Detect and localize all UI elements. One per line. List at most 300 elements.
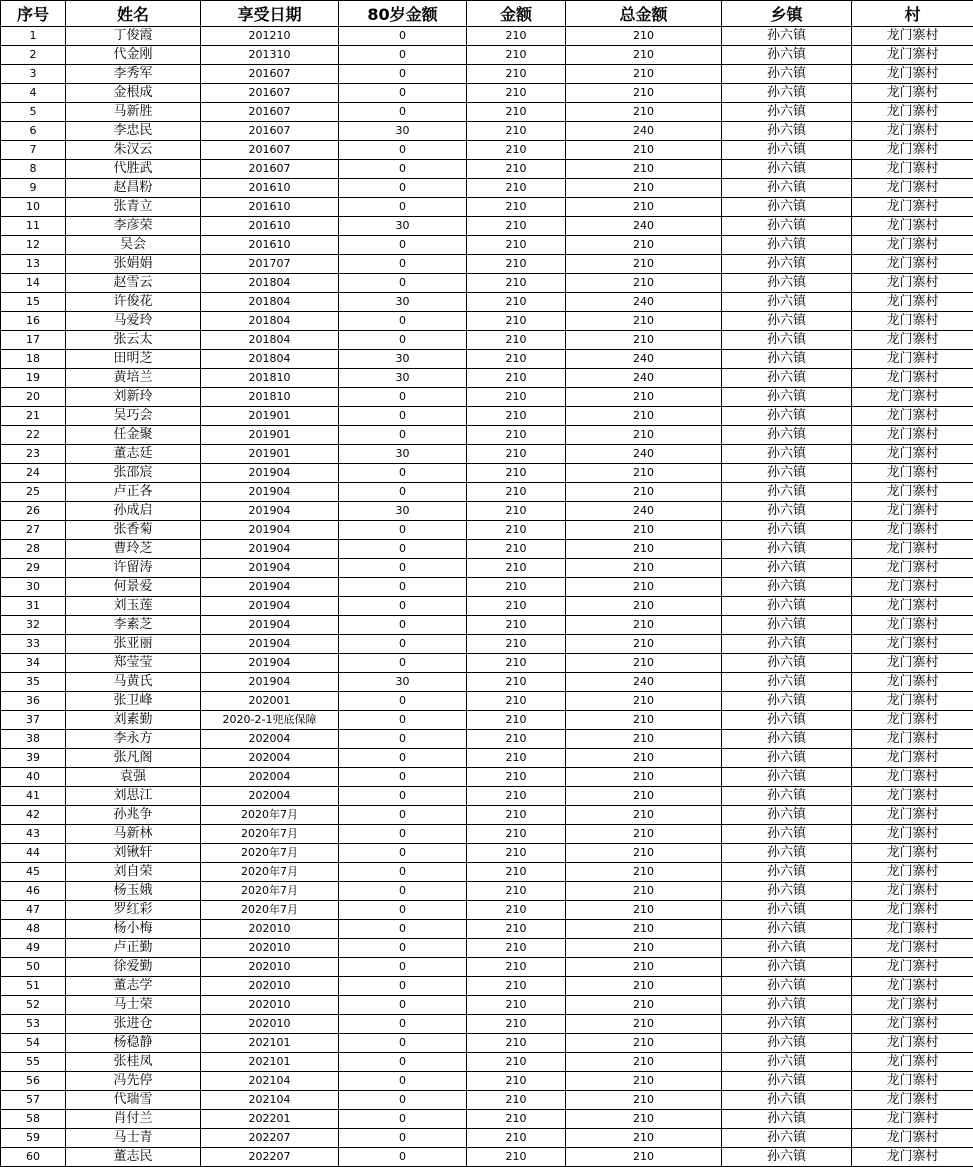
cell-index: 50 xyxy=(1,958,66,977)
cell-amount: 210 xyxy=(467,1110,566,1129)
cell-start-date: 201804 xyxy=(201,293,339,312)
cell-start-date: 201804 xyxy=(201,331,339,350)
cell-age80-amount: 0 xyxy=(339,331,467,350)
cell-village: 龙门寨村 xyxy=(852,920,973,939)
cell-total-amount: 210 xyxy=(566,654,722,673)
cell-town: 孙六镇 xyxy=(722,312,852,331)
cell-total-amount: 210 xyxy=(566,27,722,46)
cell-village: 龙门寨村 xyxy=(852,711,973,730)
cell-start-date: 201707 xyxy=(201,255,339,274)
cell-start-date: 201610 xyxy=(201,198,339,217)
cell-start-date: 201610 xyxy=(201,236,339,255)
cell-start-date: 202101 xyxy=(201,1053,339,1072)
cell-amount: 210 xyxy=(467,958,566,977)
cell-name: 张凡阁 xyxy=(66,749,201,768)
cell-village: 龙门寨村 xyxy=(852,293,973,312)
cell-amount: 210 xyxy=(467,1015,566,1034)
cell-start-date: 202010 xyxy=(201,1015,339,1034)
cell-amount: 210 xyxy=(467,369,566,388)
table-row xyxy=(1,787,973,806)
table-row xyxy=(1,426,973,445)
cell-amount: 210 xyxy=(467,388,566,407)
table-row xyxy=(1,388,973,407)
cell-name: 刘新玲 xyxy=(66,388,201,407)
cell-total-amount: 210 xyxy=(566,958,722,977)
cell-amount: 210 xyxy=(467,426,566,445)
cell-total-amount: 210 xyxy=(566,312,722,331)
cell-index: 30 xyxy=(1,578,66,597)
cell-name: 代胜武 xyxy=(66,160,201,179)
table-row xyxy=(1,407,973,426)
table-row xyxy=(1,863,973,882)
cell-index: 33 xyxy=(1,635,66,654)
cell-age80-amount: 0 xyxy=(339,559,467,578)
cell-start-date: 201901 xyxy=(201,426,339,445)
header-age80-amount: 80岁金额 xyxy=(339,1,467,27)
table-row xyxy=(1,692,973,711)
cell-age80-amount: 0 xyxy=(339,749,467,768)
cell-amount: 210 xyxy=(467,293,566,312)
cell-amount: 210 xyxy=(467,692,566,711)
cell-town: 孙六镇 xyxy=(722,369,852,388)
cell-village: 龙门寨村 xyxy=(852,198,973,217)
cell-age80-amount: 0 xyxy=(339,939,467,958)
cell-index: 27 xyxy=(1,521,66,540)
cell-start-date: 201310 xyxy=(201,46,339,65)
table-row xyxy=(1,749,973,768)
table-row xyxy=(1,939,973,958)
cell-name: 张邵宸 xyxy=(66,464,201,483)
cell-start-date: 201607 xyxy=(201,160,339,179)
cell-start-date: 201904 xyxy=(201,521,339,540)
table-row xyxy=(1,711,973,730)
cell-village: 龙门寨村 xyxy=(852,350,973,369)
table-row xyxy=(1,654,973,673)
table-row xyxy=(1,141,973,160)
table-row xyxy=(1,1034,973,1053)
cell-village: 龙门寨村 xyxy=(852,1015,973,1034)
cell-age80-amount: 0 xyxy=(339,1148,467,1167)
table-row xyxy=(1,1129,973,1148)
cell-amount: 210 xyxy=(467,996,566,1015)
cell-start-date: 202104 xyxy=(201,1072,339,1091)
cell-amount: 210 xyxy=(467,540,566,559)
cell-amount: 210 xyxy=(467,844,566,863)
cell-village: 龙门寨村 xyxy=(852,65,973,84)
cell-town: 孙六镇 xyxy=(722,1148,852,1167)
cell-index: 9 xyxy=(1,179,66,198)
cell-town: 孙六镇 xyxy=(722,293,852,312)
cell-amount: 210 xyxy=(467,1129,566,1148)
cell-name: 张桂凤 xyxy=(66,1053,201,1072)
cell-total-amount: 210 xyxy=(566,844,722,863)
cell-start-date: 201904 xyxy=(201,616,339,635)
table-row xyxy=(1,255,973,274)
cell-village: 龙门寨村 xyxy=(852,1034,973,1053)
cell-village: 龙门寨村 xyxy=(852,844,973,863)
cell-age80-amount: 0 xyxy=(339,597,467,616)
cell-age80-amount: 30 xyxy=(339,369,467,388)
cell-village: 龙门寨村 xyxy=(852,692,973,711)
cell-index: 34 xyxy=(1,654,66,673)
cell-town: 孙六镇 xyxy=(722,920,852,939)
cell-village: 龙门寨村 xyxy=(852,559,973,578)
cell-age80-amount: 0 xyxy=(339,692,467,711)
cell-age80-amount: 0 xyxy=(339,160,467,179)
cell-index: 60 xyxy=(1,1148,66,1167)
header-village: 村 xyxy=(852,1,973,27)
cell-town: 孙六镇 xyxy=(722,274,852,293)
cell-start-date: 201901 xyxy=(201,407,339,426)
cell-total-amount: 210 xyxy=(566,730,722,749)
cell-amount: 210 xyxy=(467,502,566,521)
cell-town: 孙六镇 xyxy=(722,578,852,597)
cell-name: 董志学 xyxy=(66,977,201,996)
cell-age80-amount: 0 xyxy=(339,901,467,920)
cell-age80-amount: 30 xyxy=(339,122,467,141)
table-row xyxy=(1,464,973,483)
cell-name: 马新胜 xyxy=(66,103,201,122)
cell-start-date: 201904 xyxy=(201,597,339,616)
cell-town: 孙六镇 xyxy=(722,863,852,882)
table-row xyxy=(1,502,973,521)
cell-town: 孙六镇 xyxy=(722,711,852,730)
cell-index: 26 xyxy=(1,502,66,521)
cell-village: 龙门寨村 xyxy=(852,654,973,673)
cell-start-date: 201904 xyxy=(201,635,339,654)
cell-index: 15 xyxy=(1,293,66,312)
cell-total-amount: 210 xyxy=(566,597,722,616)
cell-index: 24 xyxy=(1,464,66,483)
cell-name: 朱汉云 xyxy=(66,141,201,160)
cell-village: 龙门寨村 xyxy=(852,84,973,103)
cell-name: 杨小梅 xyxy=(66,920,201,939)
cell-name: 董志廷 xyxy=(66,445,201,464)
cell-index: 22 xyxy=(1,426,66,445)
cell-start-date: 202104 xyxy=(201,1091,339,1110)
cell-amount: 210 xyxy=(467,445,566,464)
table-row xyxy=(1,1110,973,1129)
cell-index: 40 xyxy=(1,768,66,787)
header-index: 序号 xyxy=(1,1,66,27)
cell-total-amount: 240 xyxy=(566,293,722,312)
cell-total-amount: 240 xyxy=(566,122,722,141)
cell-age80-amount: 30 xyxy=(339,502,467,521)
table-row xyxy=(1,274,973,293)
cell-town: 孙六镇 xyxy=(722,160,852,179)
cell-village: 龙门寨村 xyxy=(852,27,973,46)
cell-index: 36 xyxy=(1,692,66,711)
table-row xyxy=(1,673,973,692)
cell-town: 孙六镇 xyxy=(722,1034,852,1053)
cell-index: 38 xyxy=(1,730,66,749)
cell-age80-amount: 0 xyxy=(339,977,467,996)
cell-village: 龙门寨村 xyxy=(852,1148,973,1167)
cell-start-date: 201804 xyxy=(201,312,339,331)
cell-town: 孙六镇 xyxy=(722,597,852,616)
cell-start-date: 202207 xyxy=(201,1148,339,1167)
cell-age80-amount: 0 xyxy=(339,787,467,806)
cell-start-date: 201210 xyxy=(201,27,339,46)
cell-start-date: 2020年7月 xyxy=(201,901,339,920)
cell-amount: 210 xyxy=(467,274,566,293)
cell-town: 孙六镇 xyxy=(722,217,852,236)
cell-amount: 210 xyxy=(467,749,566,768)
cell-amount: 210 xyxy=(467,578,566,597)
cell-town: 孙六镇 xyxy=(722,122,852,141)
cell-town: 孙六镇 xyxy=(722,787,852,806)
cell-name: 李素芝 xyxy=(66,616,201,635)
header-amount: 金额 xyxy=(467,1,566,27)
cell-total-amount: 210 xyxy=(566,426,722,445)
cell-town: 孙六镇 xyxy=(722,958,852,977)
cell-age80-amount: 0 xyxy=(339,198,467,217)
cell-age80-amount: 0 xyxy=(339,46,467,65)
cell-village: 龙门寨村 xyxy=(852,407,973,426)
cell-total-amount: 240 xyxy=(566,673,722,692)
cell-total-amount: 210 xyxy=(566,407,722,426)
cell-total-amount: 210 xyxy=(566,863,722,882)
cell-village: 龙门寨村 xyxy=(852,160,973,179)
cell-village: 龙门寨村 xyxy=(852,369,973,388)
table-row xyxy=(1,198,973,217)
cell-amount: 210 xyxy=(467,806,566,825)
cell-start-date: 201804 xyxy=(201,350,339,369)
table-row xyxy=(1,293,973,312)
cell-age80-amount: 30 xyxy=(339,293,467,312)
cell-town: 孙六镇 xyxy=(722,445,852,464)
cell-start-date: 202207 xyxy=(201,1129,339,1148)
cell-start-date: 201810 xyxy=(201,369,339,388)
cell-total-amount: 210 xyxy=(566,882,722,901)
table-row xyxy=(1,635,973,654)
cell-start-date: 2020年7月 xyxy=(201,806,339,825)
cell-age80-amount: 0 xyxy=(339,1129,467,1148)
cell-age80-amount: 0 xyxy=(339,1015,467,1034)
table-row xyxy=(1,597,973,616)
cell-total-amount: 210 xyxy=(566,1110,722,1129)
cell-total-amount: 210 xyxy=(566,236,722,255)
cell-village: 龙门寨村 xyxy=(852,1110,973,1129)
cell-town: 孙六镇 xyxy=(722,1129,852,1148)
table-row xyxy=(1,996,973,1015)
cell-start-date: 2020年7月 xyxy=(201,825,339,844)
cell-name: 冯先停 xyxy=(66,1072,201,1091)
cell-age80-amount: 0 xyxy=(339,65,467,84)
table-body xyxy=(1,27,973,1167)
cell-total-amount: 240 xyxy=(566,502,722,521)
cell-amount: 210 xyxy=(467,350,566,369)
cell-index: 48 xyxy=(1,920,66,939)
cell-name: 许留涛 xyxy=(66,559,201,578)
cell-name: 杨稳静 xyxy=(66,1034,201,1053)
cell-town: 孙六镇 xyxy=(722,521,852,540)
cell-name: 董志民 xyxy=(66,1148,201,1167)
cell-total-amount: 210 xyxy=(566,806,722,825)
cell-town: 孙六镇 xyxy=(722,977,852,996)
cell-town: 孙六镇 xyxy=(722,939,852,958)
table-row xyxy=(1,483,973,502)
cell-town: 孙六镇 xyxy=(722,559,852,578)
table-row xyxy=(1,1091,973,1110)
cell-total-amount: 210 xyxy=(566,331,722,350)
cell-amount: 210 xyxy=(467,882,566,901)
cell-total-amount: 210 xyxy=(566,901,722,920)
cell-amount: 210 xyxy=(467,407,566,426)
cell-name: 马新林 xyxy=(66,825,201,844)
cell-amount: 210 xyxy=(467,483,566,502)
cell-name: 任金聚 xyxy=(66,426,201,445)
cell-name: 卢正各 xyxy=(66,483,201,502)
cell-town: 孙六镇 xyxy=(722,483,852,502)
cell-index: 54 xyxy=(1,1034,66,1053)
cell-name: 马士青 xyxy=(66,1129,201,1148)
table-row xyxy=(1,103,973,122)
table-row xyxy=(1,521,973,540)
cell-name: 张卫峰 xyxy=(66,692,201,711)
cell-age80-amount: 0 xyxy=(339,578,467,597)
cell-start-date: 201804 xyxy=(201,274,339,293)
cell-town: 孙六镇 xyxy=(722,464,852,483)
cell-amount: 210 xyxy=(467,768,566,787)
cell-start-date: 202001 xyxy=(201,692,339,711)
cell-start-date: 202201 xyxy=(201,1110,339,1129)
table-row xyxy=(1,806,973,825)
cell-name: 金根成 xyxy=(66,84,201,103)
cell-index: 35 xyxy=(1,673,66,692)
cell-amount: 210 xyxy=(467,901,566,920)
table-row xyxy=(1,920,973,939)
cell-village: 龙门寨村 xyxy=(852,179,973,198)
table-row xyxy=(1,236,973,255)
cell-town: 孙六镇 xyxy=(722,426,852,445)
cell-age80-amount: 0 xyxy=(339,464,467,483)
cell-village: 龙门寨村 xyxy=(852,787,973,806)
cell-name: 赵雪云 xyxy=(66,274,201,293)
cell-age80-amount: 30 xyxy=(339,673,467,692)
cell-start-date: 201607 xyxy=(201,84,339,103)
cell-name: 徐爱勤 xyxy=(66,958,201,977)
table-row xyxy=(1,445,973,464)
cell-index: 43 xyxy=(1,825,66,844)
table-row xyxy=(1,65,973,84)
cell-town: 孙六镇 xyxy=(722,1053,852,1072)
cell-amount: 210 xyxy=(467,1034,566,1053)
cell-total-amount: 210 xyxy=(566,825,722,844)
cell-amount: 210 xyxy=(467,920,566,939)
cell-amount: 210 xyxy=(467,312,566,331)
cell-village: 龙门寨村 xyxy=(852,312,973,331)
cell-age80-amount: 30 xyxy=(339,445,467,464)
cell-start-date: 201904 xyxy=(201,502,339,521)
table-row xyxy=(1,768,973,787)
cell-start-date: 202004 xyxy=(201,749,339,768)
cell-town: 孙六镇 xyxy=(722,1091,852,1110)
cell-amount: 210 xyxy=(467,1072,566,1091)
cell-amount: 210 xyxy=(467,1148,566,1167)
cell-start-date: 201904 xyxy=(201,540,339,559)
cell-name: 孙兆争 xyxy=(66,806,201,825)
cell-total-amount: 210 xyxy=(566,559,722,578)
cell-total-amount: 210 xyxy=(566,996,722,1015)
table-row xyxy=(1,825,973,844)
cell-total-amount: 210 xyxy=(566,65,722,84)
cell-age80-amount: 0 xyxy=(339,141,467,160)
cell-age80-amount: 0 xyxy=(339,920,467,939)
cell-start-date: 201610 xyxy=(201,179,339,198)
cell-start-date: 202004 xyxy=(201,787,339,806)
cell-start-date: 201904 xyxy=(201,559,339,578)
table-row xyxy=(1,1148,973,1167)
cell-village: 龙门寨村 xyxy=(852,958,973,977)
cell-town: 孙六镇 xyxy=(722,844,852,863)
cell-start-date: 201901 xyxy=(201,445,339,464)
cell-town: 孙六镇 xyxy=(722,236,852,255)
cell-start-date: 2020年7月 xyxy=(201,844,339,863)
cell-index: 46 xyxy=(1,882,66,901)
cell-age80-amount: 0 xyxy=(339,825,467,844)
cell-village: 龙门寨村 xyxy=(852,445,973,464)
cell-total-amount: 210 xyxy=(566,274,722,293)
cell-village: 龙门寨村 xyxy=(852,1053,973,1072)
cell-town: 孙六镇 xyxy=(722,331,852,350)
cell-index: 13 xyxy=(1,255,66,274)
cell-index: 21 xyxy=(1,407,66,426)
cell-age80-amount: 0 xyxy=(339,236,467,255)
cell-village: 龙门寨村 xyxy=(852,635,973,654)
cell-index: 39 xyxy=(1,749,66,768)
cell-age80-amount: 0 xyxy=(339,274,467,293)
cell-total-amount: 240 xyxy=(566,350,722,369)
cell-name: 孙成启 xyxy=(66,502,201,521)
cell-total-amount: 210 xyxy=(566,1034,722,1053)
table-row xyxy=(1,46,973,65)
cell-town: 孙六镇 xyxy=(722,730,852,749)
cell-name: 张青立 xyxy=(66,198,201,217)
cell-amount: 210 xyxy=(467,84,566,103)
cell-name: 刘自荣 xyxy=(66,863,201,882)
cell-total-amount: 210 xyxy=(566,711,722,730)
cell-index: 52 xyxy=(1,996,66,1015)
cell-total-amount: 210 xyxy=(566,464,722,483)
table-row xyxy=(1,1072,973,1091)
cell-village: 龙门寨村 xyxy=(852,464,973,483)
cell-total-amount: 210 xyxy=(566,768,722,787)
cell-age80-amount: 0 xyxy=(339,1110,467,1129)
table-row xyxy=(1,331,973,350)
cell-name: 杨玉娥 xyxy=(66,882,201,901)
cell-index: 57 xyxy=(1,1091,66,1110)
cell-name: 肖付兰 xyxy=(66,1110,201,1129)
cell-start-date: 202010 xyxy=(201,996,339,1015)
cell-name: 李秀军 xyxy=(66,65,201,84)
cell-start-date: 202010 xyxy=(201,939,339,958)
cell-amount: 210 xyxy=(467,236,566,255)
cell-total-amount: 210 xyxy=(566,46,722,65)
cell-index: 7 xyxy=(1,141,66,160)
cell-age80-amount: 0 xyxy=(339,407,467,426)
cell-town: 孙六镇 xyxy=(722,673,852,692)
cell-start-date: 202010 xyxy=(201,958,339,977)
cell-name: 吴巧会 xyxy=(66,407,201,426)
cell-name: 罗红彩 xyxy=(66,901,201,920)
cell-name: 刘锹轩 xyxy=(66,844,201,863)
cell-town: 孙六镇 xyxy=(722,882,852,901)
cell-town: 孙六镇 xyxy=(722,806,852,825)
cell-town: 孙六镇 xyxy=(722,768,852,787)
cell-index: 6 xyxy=(1,122,66,141)
cell-total-amount: 210 xyxy=(566,1015,722,1034)
